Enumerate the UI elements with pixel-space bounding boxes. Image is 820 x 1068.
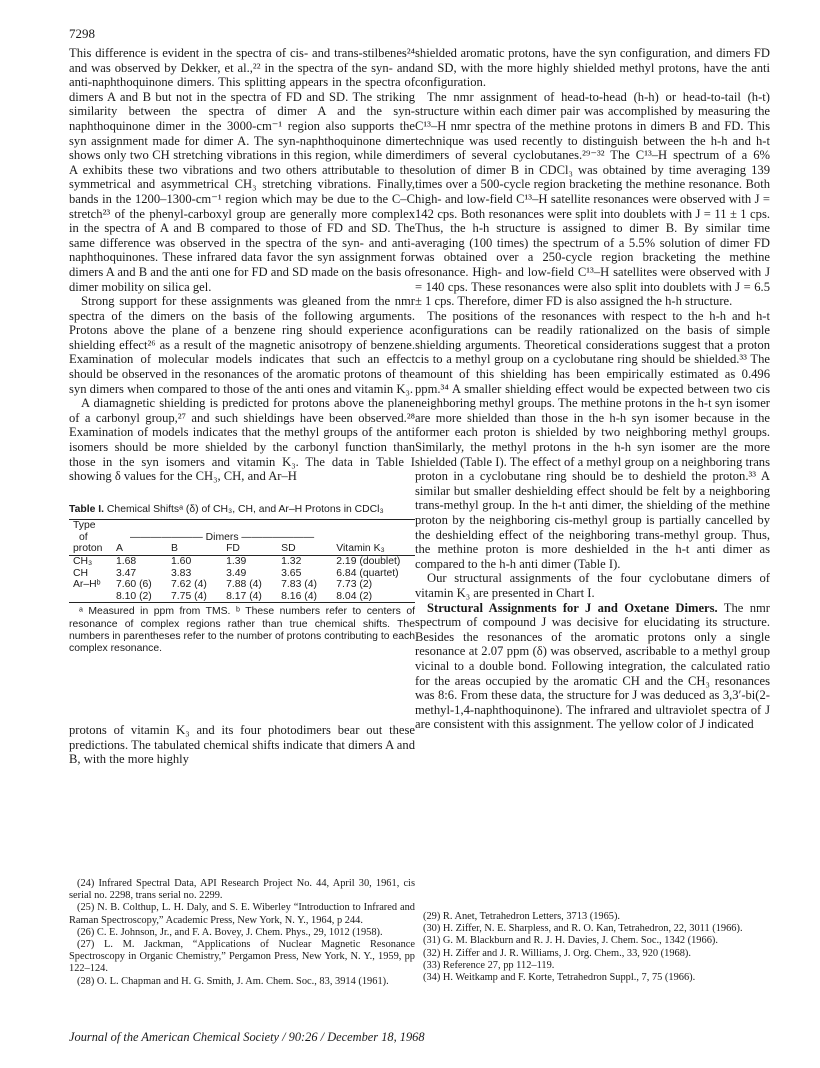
table-cell: 7.73 (2) <box>336 579 373 591</box>
section-heading: Structural Assignments for J and Oxetane Dimers. <box>427 600 718 615</box>
chemical-shift-table <box>69 519 415 603</box>
table-cell: 7.88 (4) <box>226 579 262 591</box>
right-paragraph-5 <box>415 601 770 732</box>
right-paragraph-3: The positions of the resonances with respect to the h-h and h-t configurations can be readily rationalized on the basis of simple shielding arguments. Theoretical considerations suggest that a proton cis to a methyl group on a cyclobutane ring should be shielded.³³ The amount of this shielding has been empirically estimated as 0.496 ppm.³⁴ A smaller shielding effect would be expected between two cis neighboring methyl groups. The methine protons in the h-t syn isomer are more shielded than those in the h-h syn isomer because in the former each proton is shielded by two neighboring methyl groups. Similarly, the methyl protons in the h-h syn isomer are the more shielded (Table I). The effect of a methyl group on a neighboring trans proton in a cyclobutane ring should be to deshield the proton.³³ A similar but smaller deshielding effect should be felt by a neighboring trans-methyl group. In the h-t anti dimer, the shielding of the methine proton by the neighboring cis-methyl group is partially cancelled by the deshielding effect of the neighboring trans-methyl group. Thus, the methine proton is more deshielded in the h-t anti dimer as compared to the h-h anti dimer (Table I). <box>415 308 771 571</box>
right-paragraph-2: The nmr assignment of head-to-head (h-h) or head-to-tail (h-t) structure within each dimer pair was accomplished by measuring the C¹³–H nmr spectra of the methine protons in dimers B and FD. This technique was used recently to distinguish between the h-h and h-t dimers of several cyclobutanes.²⁹⁻³² The C¹³–H spectrum of a 6% solution of dimer B in CDCl₃ was obtained by time averaging 139 times over a 500-cycle region bracketing the methine resonance. Both high- and low-field C¹³–H satellite resonances were observed with J = 142 cps. Both resonances were split into doublets with J = 11 ± 1 cps. Thus, the h-h structure is assigned to dimer B. By similar time averaging (100 times) the spectrum of a 5.5% solution of dimer FD was obtained over a 250-cycle region bracketing the methine resonance. High- and low-field C¹³–H satellites were observed with J = 140 cps. These resonances were also split into doublets with J = 6.5 ± 1 cps. Therefore, dimer FD is also assigned the h-h structure. <box>415 89 770 309</box>
left-paragraph-2: Strong support for these assignments was gleaned from the nmr spectra of the dimers on the basis of the following arguments. Protons above the plane of a benzene ring should experience a shielding effect²⁶ as a result of the magnetic anisotropy of benzene. Examination of molecular models indicates that such an effect should be observed in the resonances of the aromatic protons of the syn dimers when compared to those of the anti ones and vitamin K₃. <box>69 294 415 396</box>
reference-item: (24) Infrared Spectral Data, API Research Project No. 44, April 30, 1961, cis serial no. 2298, trans serial no. 2299. <box>69 878 415 902</box>
right-column <box>415 46 770 732</box>
table-header-cell: Vitamin K₃ <box>332 543 415 555</box>
table-cell: 1.60 <box>171 556 192 567</box>
reference-item: (27) L. M. Jackman, “Applications of Nuclear Magnetic Resonance Spectroscopy in Organic Chemistry,” Pergamon Press, New York, N. Y., 1959, pp 122–124. <box>69 939 415 975</box>
table-header-cell: FD <box>222 543 277 555</box>
left-paragraph-3: A diamagnetic shielding is predicted for protons above the plane of a carbonyl group,²⁷ and such shieldings have been observed.²⁸ Examination of models indicates that the methyl groups of the anti isomers should be more shielded by the carbonyl function than those in the syn isomers and vitamin K₃. The data in Table I showing δ values for the CH₃, CH, and Ar–H <box>69 396 415 484</box>
table-cell: 2.19 (doublet) <box>336 556 401 567</box>
table-head-type: Type <box>69 520 112 532</box>
table-cell: 1.39 <box>226 556 247 567</box>
table-cell: 7.62 (4) <box>171 579 207 591</box>
table-header-cell: proton <box>69 543 112 555</box>
table-row <box>69 556 415 568</box>
section-body: The nmr spectrum of compound J was decisive for elucidating its structure. Besides the resonances of the aromatic protons only a single resonance at 2.07 ppm (δ) was observed, ascribable to a methyl group vicinal to a double bond. Following integration, the calculated ratio for the areas occupied by the aromatic CH and the CH₃ resonances was 8:6. From these data, the structure for J was deduced as 3,3′-bi(2-methyl-1,4-naphthoquinone). The infrared and ultraviolet spectra of J are consistent with this assignment. The yellow color of J indicated <box>415 600 770 732</box>
table-cell: 8.10 (2) <box>112 591 167 603</box>
reference-item: (31) G. M. Blackburn and R. J. H. Davies, J. Chem. Soc., 1342 (1966). <box>423 935 718 947</box>
table-cell: CH <box>73 567 89 579</box>
reference-item: (29) R. Anet, Tetrahedron Letters, 3713 (1965). <box>423 911 621 922</box>
references-left <box>69 878 415 988</box>
table-cell: 7.60 (6) <box>115 579 152 591</box>
table-cell: 1.32 <box>281 556 302 567</box>
table-row <box>69 591 415 603</box>
table-row <box>69 579 415 591</box>
left-column <box>69 46 415 767</box>
table-cell: CH₃ <box>73 556 93 567</box>
table-cell: Ar–Hᵇ <box>73 579 101 591</box>
table-caption-text: Chemical Shiftsᵃ (δ) of CH₃, CH, and Ar–H Protons in CDCl₃ <box>106 503 384 515</box>
table-head-dimers: ——————— Dimers ——————— <box>130 531 315 543</box>
table-head-of: of <box>79 531 88 543</box>
left-paragraph-4: protons of vitamin K₃ and its four photodimers bear out these predictions. The tabulated chemical shifts indicate that dimers A and B, with the more highly <box>69 723 415 767</box>
table-caption <box>69 504 415 516</box>
table-caption-label: Table I. <box>69 503 105 515</box>
right-paragraph-4: Our structural assignments of the four cyclobutane dimers of vitamin K₃ are presented in Chart I. <box>415 571 770 600</box>
table-cell: 3.65 <box>281 567 302 579</box>
reference-item: (33) Reference 27, pp 112–119. <box>423 959 555 971</box>
table-row <box>69 568 415 580</box>
left-paragraph-1: This difference is evident in the spectra of cis- and trans-stilbenes²⁴ and was observed by Dekker, et al.,²² in the spectra of the syn- and anti-naphthoquinone dimers. This splitting appears in the spectra of dimers A and B but not in the spectra of FD and SD. The striking similarity between the spectra of dimer A and the syn-naphthoquinone dimer in the 3000-cm⁻¹ region also supports the syn assignment made for dimer A. The syn-naphthoquinone dimer shows only two CH stretching vibrations in this region, while dimer A exhibits these two vibrations and two others attributable to the symmetrical and asymmetrical CH₃ stretching vibrations. Finally, bands in the 1200–1300-cm⁻¹ region which may be due to the C–C stretch²³ of the phenyl-carboxyl group are generally more complex in the spectra of A and B compared to those of FD and SD. The same difference was observed in the spectra of the syn- and anti-naphthoquinones. These infrared data favor the syn assignment for dimers A and B and the anti one for FD and SD made on the basis of dimer mobility on silica gel. <box>69 46 415 294</box>
table-cell: 7.75 (4) <box>167 591 222 603</box>
table-cell: 3.49 <box>226 567 247 579</box>
right-paragraph-1: shielded aromatic protons, have the syn configuration, and dimers FD and SD, with the more highly shielded methyl protons, have the anti configuration. <box>415 46 770 90</box>
reference-item: (28) O. L. Chapman and H. G. Smith, J. Am. Chem. Soc., 83, 3914 (1961). <box>77 975 389 987</box>
reference-item: (26) C. E. Johnson, Jr., and F. A. Bovey, J. Chem. Phys., 29, 1012 (1958). <box>77 926 383 938</box>
table-cell: 3.83 <box>171 567 192 579</box>
table-cell: 3.47 <box>115 567 137 579</box>
table-header-cell: A <box>112 543 167 555</box>
reference-item: (32) H. Ziffer and J. R. Williams, J. Org. Chem., 33, 920 (1968). <box>423 947 691 959</box>
table-cell: 8.16 (4) <box>277 591 332 603</box>
table-header-cell: B <box>167 543 222 555</box>
table-footnote: ᵃ Measured in ppm from TMS. ᵇ These numbers refer to centers of resonance of complex regions rather than true chemical shifts. The numbers in parentheses refer to the number of protons contributing to each complex resonance. <box>69 606 415 654</box>
table-cell: 6.84 (quartet) <box>336 567 399 579</box>
table-cell <box>69 591 112 603</box>
table-header-cell: SD <box>277 543 332 555</box>
journal-footer: Journal of the American Chemical Society / 90:26 / December 18, 1968 <box>69 1030 425 1044</box>
page-number: 7298 <box>69 26 95 41</box>
table-cell: 8.04 (2) <box>332 591 415 603</box>
references-right <box>415 911 770 984</box>
reference-item: (25) N. B. Colthup, L. H. Daly, and S. E. Wiberley “Introduction to Infrared and Raman Spectroscopy,” Academic Press, New York, N. Y., 1964, p 244. <box>69 902 415 926</box>
table-cell: 8.17 (4) <box>222 591 277 603</box>
table-cell: 7.83 (4) <box>281 579 317 591</box>
reference-item: (34) H. Weitkamp and F. Korte, Tetrahedron Suppl., 7, 75 (1966). <box>423 972 696 984</box>
table-cell: 1.68 <box>115 556 137 567</box>
reference-item: (30) H. Ziffer, N. E. Sharpless, and R. O. Kan, Tetrahedron, 22, 3011 (1966). <box>423 923 743 935</box>
